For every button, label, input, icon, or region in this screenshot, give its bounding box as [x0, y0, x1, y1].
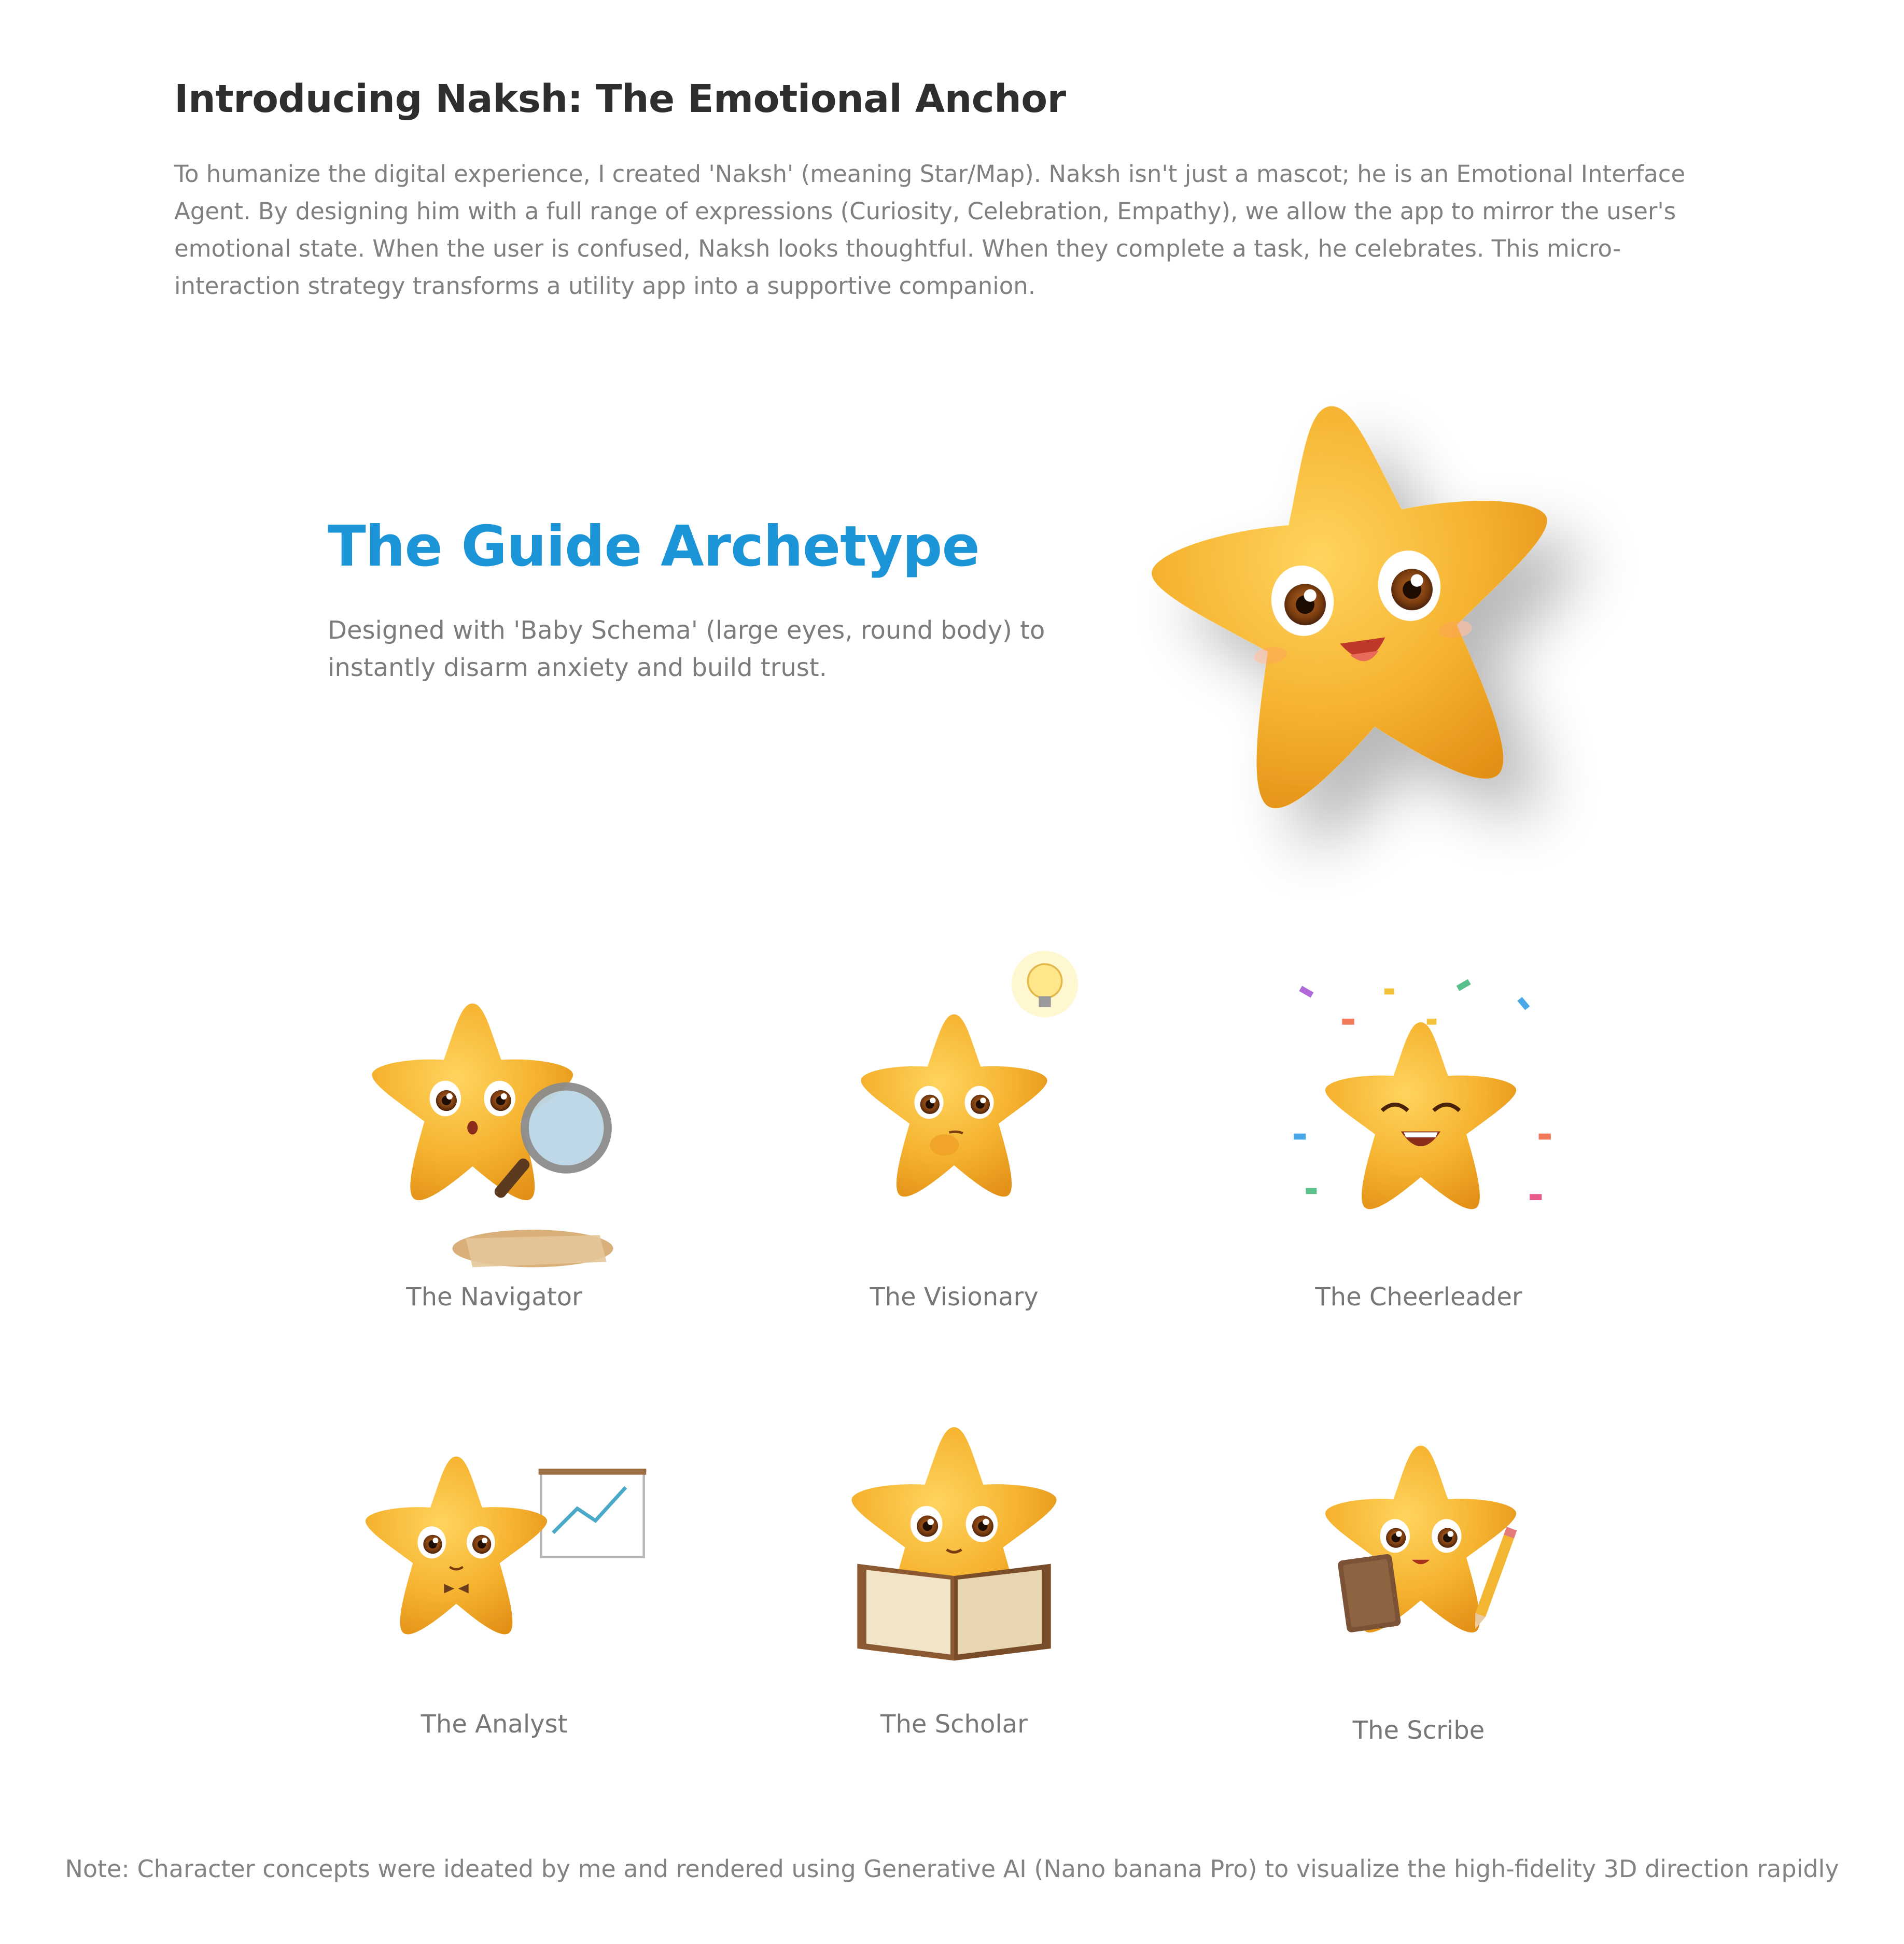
footnote: Note: Character concepts were ideated by me and rendered using Generative AI (Nano banana Pro) to visualize the high-fidelity 3D direction rapidly: [65, 1855, 1839, 1883]
caption-scribe: The Scribe: [1352, 1716, 1485, 1745]
guide-archetype-description: Designed with 'Baby Schema' (large eyes, round body) to instantly disarm anxiety and build trust.: [328, 616, 1045, 682]
open-book-icon: [857, 1564, 1051, 1661]
notebook-icon: [1337, 1554, 1401, 1633]
naksh-hero-mascot-illustration: [1110, 363, 1607, 861]
guide-archetype-title: The Guide Archetype: [328, 514, 979, 579]
analyst-mascot-illustration: [332, 1400, 653, 1690]
scribe-mascot-illustration: [1276, 1400, 1566, 1690]
visionary-mascot-illustration: [809, 954, 1099, 1244]
intro-paragraph: To humanize the digital experience, I created 'Naksh' (meaning Star/Map). Naksh isn't just a mascot; he is an Emotional Interface Agent. By designing him with a full range of expressions (Curiosity, Celebration, Empathy), we allow the app to mirror the user's emotional state. When the user is confused, Naksh looks thoughtful. When they complete a task, he celebrates. This micro-interaction strategy transforms a utility app into a supportive companion.: [174, 160, 1686, 300]
caption-analyst: The Analyst: [421, 1710, 568, 1739]
light-bulb-icon: [1012, 951, 1078, 1017]
chart-board-icon: [539, 1469, 647, 1557]
caption-visionary: The Visionary: [870, 1283, 1039, 1312]
caption-navigator: The Navigator: [406, 1283, 582, 1312]
caption-scholar: The Scholar: [880, 1710, 1028, 1739]
intro-title: Introducing Naksh: The Emotional Anchor: [174, 77, 1066, 121]
cheerleader-mascot-illustration: [1276, 964, 1566, 1255]
scholar-mascot-illustration: [809, 1379, 1099, 1700]
navigator-mascot-illustration: [332, 954, 653, 1275]
caption-cheerleader: The Cheerleader: [1315, 1283, 1522, 1312]
